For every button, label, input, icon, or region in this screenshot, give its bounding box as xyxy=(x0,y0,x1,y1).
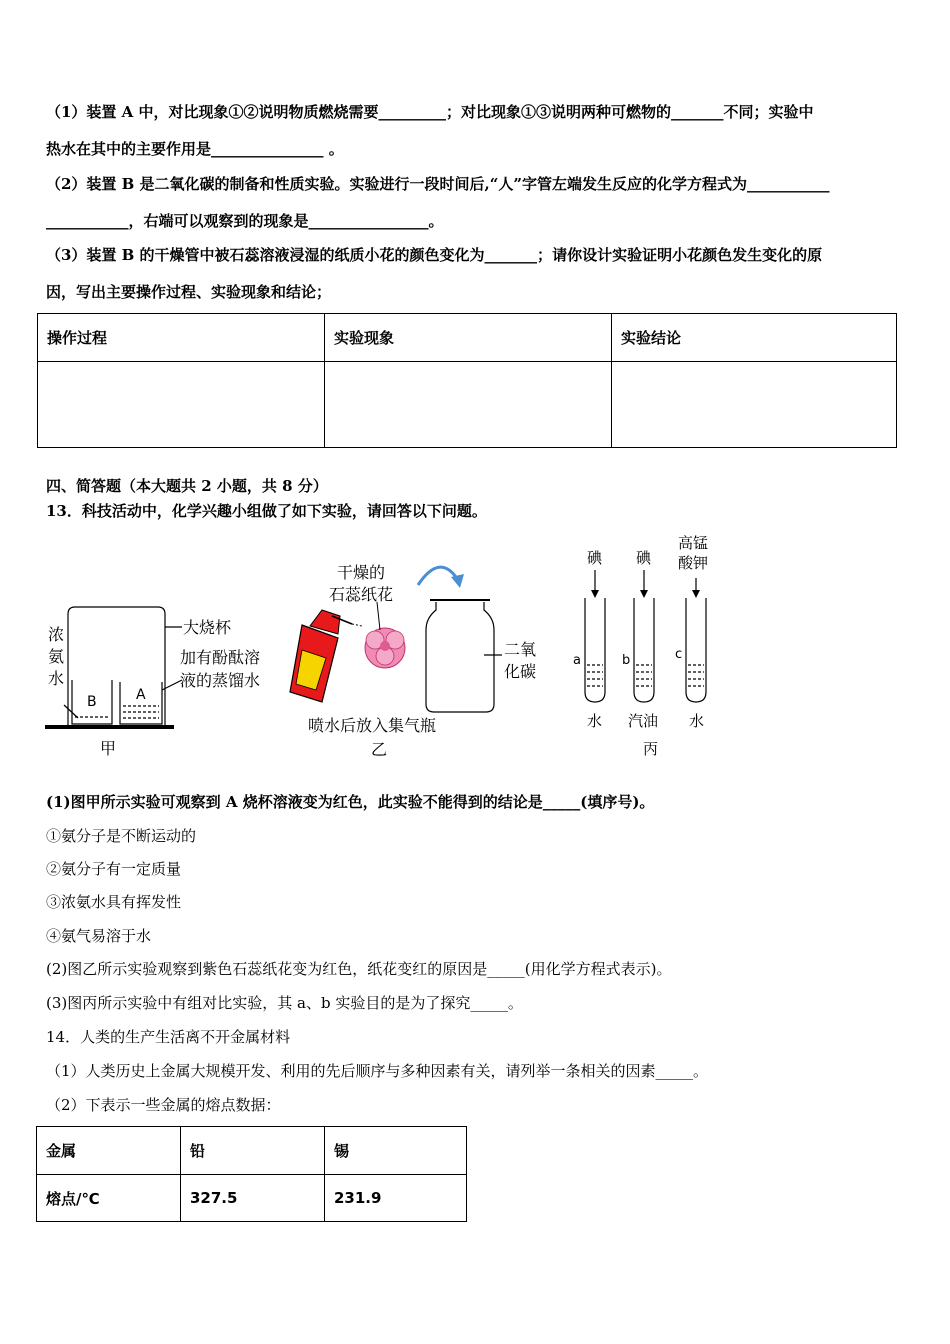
operation-cell[interactable] xyxy=(38,362,325,448)
co2-label-2: 化碳 xyxy=(504,662,537,681)
q12-part1-line2: 热水在其中的主要作用是_______________ 。 xyxy=(46,140,344,158)
q13-sub1: (1)图甲所示实验可观察到 A 烧杯溶液变为红色，此实验不能得到的结论是_____(填序号)。 xyxy=(46,793,655,811)
q12-part2-line2: ___________，右端可以观察到的现象是________________。 xyxy=(46,212,444,230)
figure-jia-label: 甲 xyxy=(100,739,117,758)
flower-icon xyxy=(365,602,405,668)
experiment-figure xyxy=(40,530,730,765)
conc-ammonia-2: 氨 xyxy=(48,647,65,666)
arrow-down-icon xyxy=(640,590,648,598)
phenol-label-1: 加有酚酞溶 xyxy=(180,648,261,667)
q13-option2: ②氨分子有一定质量 xyxy=(46,860,182,878)
figure-yi-label: 乙 xyxy=(371,740,388,759)
q12-part1-line1: （1）装置 A 中，对比现象①②说明物质燃烧需要_________；对比现象①③说明两种可燃物的_______不同；实验中 xyxy=(46,103,814,121)
figure-bing-label: 丙 xyxy=(643,740,659,758)
q14-stem: 14．人类的生产生活离不开金属材料 xyxy=(46,1028,291,1046)
arrow-icon xyxy=(418,567,458,585)
beaker-b-label: B xyxy=(87,694,97,710)
q12-part3-line2: 因，写出主要操作过程、实验现象和结论； xyxy=(46,283,332,301)
figure-jia xyxy=(45,607,182,727)
q13-option4: ④氨气易溶于水 xyxy=(46,927,152,945)
conc-ammonia-1: 浓 xyxy=(48,625,65,644)
phenomenon-cell[interactable] xyxy=(325,362,612,448)
experiment-design-table xyxy=(37,313,897,448)
tube-c-label: c xyxy=(675,647,683,662)
q13-sub2: (2)图乙所示实验观察到紫色石蕊纸花变为红色，纸花变红的原因是_____(用化学方程式表示)。 xyxy=(46,960,672,978)
arrow-down-icon xyxy=(692,590,700,598)
conclusion-cell[interactable] xyxy=(612,362,897,448)
q12-part3-line1: （3）装置 B 的干燥管中被石蕊溶液浸湿的纸质小花的颜色变化为_______；请你设计实验证明小花颜色发生变化的原 xyxy=(46,246,823,264)
beaker-a-label: A xyxy=(136,687,146,703)
spray-bottle-icon xyxy=(290,610,362,702)
melting-point-label: 熔点/℃ xyxy=(37,1175,181,1222)
header-phenomenon: 实验现象 xyxy=(325,314,612,362)
q14-part2: （2）下表示一些金属的熔点数据： xyxy=(46,1096,281,1114)
kmno4-label-1: 高锰 xyxy=(678,534,709,552)
header-conclusion: 实验结论 xyxy=(612,314,897,362)
header-metal: 金属 xyxy=(37,1127,181,1175)
iodine-label-2: 碘 xyxy=(636,549,652,567)
q13-option3: ③浓氨水具有挥发性 xyxy=(46,893,182,911)
q14-part1: （1）人类历史上金属大规模开发、利用的先后顺序与多种因素有关，请列举一条相关的因素_____。 xyxy=(46,1062,709,1080)
conc-ammonia-3: 水 xyxy=(48,669,65,688)
kmno4-label-2: 酸钾 xyxy=(678,554,709,572)
header-lead: 铅 xyxy=(181,1127,325,1175)
dry-paper-label-2: 石蕊纸花 xyxy=(329,585,394,604)
header-operation: 操作过程 xyxy=(38,314,325,362)
test-tubes xyxy=(585,570,706,702)
iodine-label-1: 碘 xyxy=(587,549,603,567)
q13-stem: 13．科技活动中，化学兴趣小组做了如下实验，请回答以下问题。 xyxy=(46,502,487,520)
q13-option1: ①氨分子是不断运动的 xyxy=(46,827,197,845)
header-tin: 锡 xyxy=(325,1127,467,1175)
q12-part2-line1: （2）装置 B 是二氧化碳的制备和性质实验。实验进行一段时间后,“人”字管左端发生反应的化学方程式为___________ xyxy=(46,175,830,193)
spray-caption: 喷水后放入集气瓶 xyxy=(308,716,437,735)
phenol-label-2: 液的蒸馏水 xyxy=(180,671,261,690)
melting-point-table xyxy=(36,1126,467,1222)
section4-title: 四、简答题（本大题共 2 小题，共 8 分） xyxy=(46,477,328,495)
lead-melting-point: 327.5 xyxy=(181,1175,325,1222)
water-label-2: 水 xyxy=(689,712,705,730)
tin-melting-point: 231.9 xyxy=(325,1175,467,1222)
arrow-head-icon xyxy=(451,574,464,588)
gas-jar xyxy=(426,600,502,712)
tube-b-label: b xyxy=(622,653,631,668)
arrow-down-icon xyxy=(591,590,599,598)
big-beaker-label: 大烧杯 xyxy=(183,618,232,637)
gasoline-label: 汽油 xyxy=(628,712,659,730)
tube-a-label: a xyxy=(573,653,581,668)
water-label-1: 水 xyxy=(587,712,603,730)
q13-sub3: (3)图丙所示实验中有组对比实验，其 a、b 实验目的是为了探究_____。 xyxy=(46,994,523,1012)
dry-paper-label-1: 干燥的 xyxy=(337,563,386,582)
co2-label-1: 二氧 xyxy=(504,640,537,659)
